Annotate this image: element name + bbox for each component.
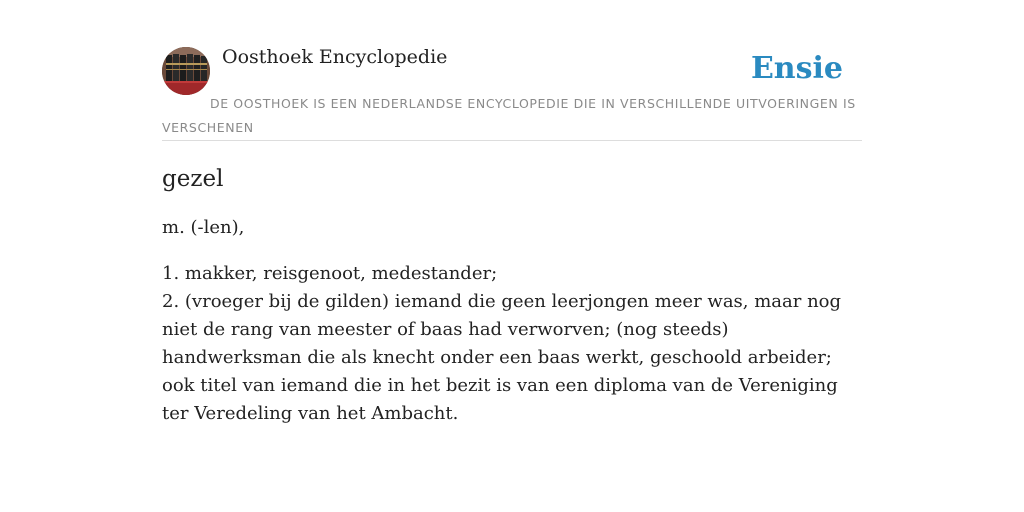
page-container bbox=[162, 44, 862, 424]
entry-article bbox=[162, 162, 862, 428]
brand-logo-link[interactable]: Ensie bbox=[750, 51, 843, 86]
grammar-info: m. (-len), bbox=[162, 217, 245, 238]
definition-list bbox=[162, 260, 862, 428]
encyclopedia-books-icon[interactable] bbox=[162, 47, 210, 95]
definition-item: 2. (vroeger bij de gilden) iemand die geen leerjongen meer was, maar nog niet de rang van meester of baas had verworven; (nog steeds) handwerksman die als knecht onder een baas werkt, geschoold arbeider; ook titel van iemand die in het bezit is van een diploma van de Vereniging ter Veredeling van het Ambacht. bbox=[162, 291, 842, 424]
source-header bbox=[162, 44, 862, 141]
source-title[interactable]: Oosthoek Encyclopedie bbox=[222, 46, 448, 68]
source-description: DE OOSTHOEK IS EEN NEDERLANDSE ENCYCLOPEDIE DIE IN VERSCHILLENDE UITVOERINGEN IS VERSCHENEN bbox=[162, 96, 856, 135]
definition-item: 1. makker, reisgenoot, medestander; bbox=[162, 263, 498, 284]
entry-headword: gezel bbox=[162, 166, 224, 192]
